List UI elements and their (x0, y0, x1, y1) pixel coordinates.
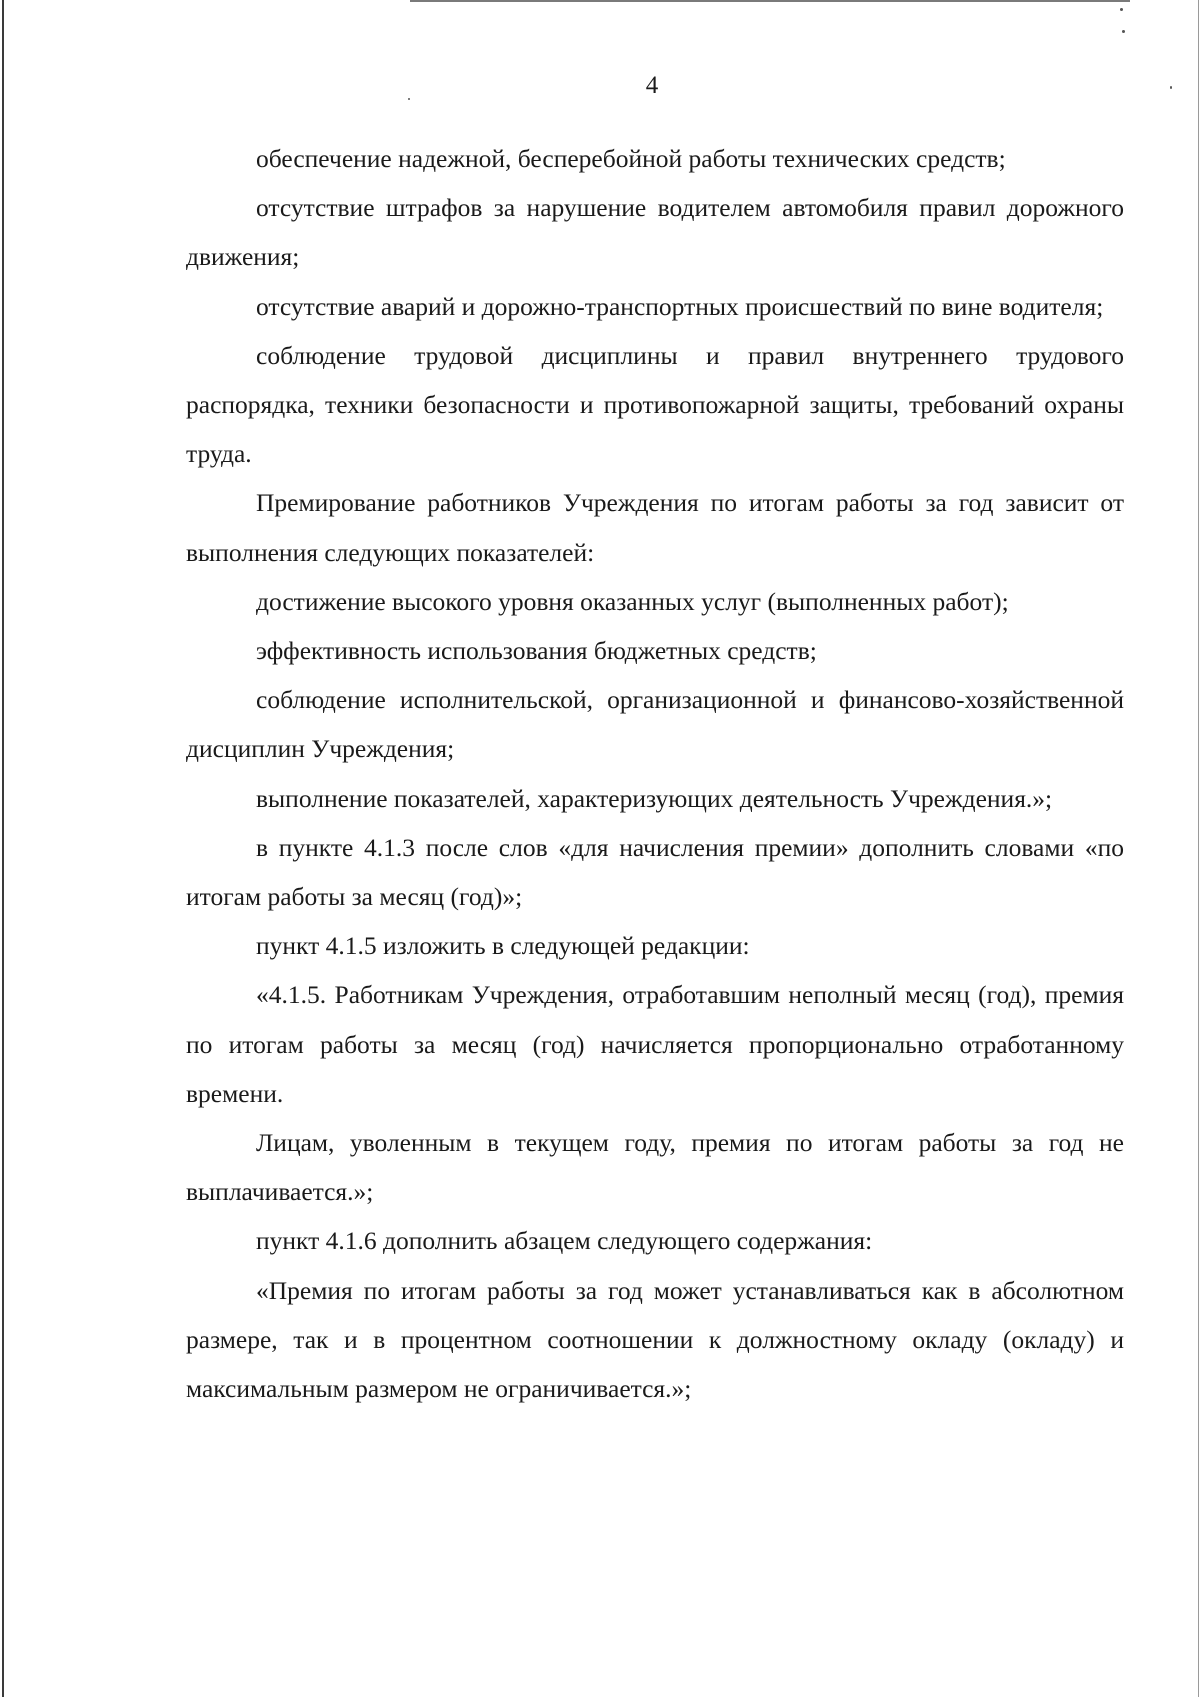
page-number: 4 (645, 72, 659, 99)
paragraph-item: эффективность использования бюджетных средств; (256, 636, 817, 666)
scan-top-border (410, 0, 1130, 2)
paragraph-item: «Премия по итогам работы за год может устанавливаться как в абсолютном размере, так и в процентном соотношении к должностному окладу (окладу) и максимальным размером не ограничивается.»; (186, 1275, 1124, 1404)
paragraph-item: соблюдение трудовой дисциплины и правил внутреннего трудового распорядка, техники безопасности и противопожарной защиты, требований охраны труда. (186, 340, 1124, 469)
scan-left-border (2, 0, 4, 1697)
document-body (186, 134, 1124, 1413)
paragraph-item: Лицам, уволенным в текущем году, премия по итогам работы за год не выплачивается.»; (186, 1128, 1124, 1207)
paragraph-item: отсутствие аварий и дорожно-транспортных происшествий по вине водителя; (256, 291, 1104, 321)
paragraph-item: обеспечение надежной, бесперебойной работы технических средств; (256, 144, 1006, 173)
paragraph-item: пункт 4.1.5 изложить в следующей редакции: (256, 931, 750, 961)
scan-speck (1122, 30, 1125, 33)
paragraph-item: пункт 4.1.6 дополнить абзацем следующего содержания: (256, 1226, 873, 1256)
paragraph-item: выполнение показателей, характеризующих деятельность Учреждения.»; (256, 783, 1053, 813)
paragraph-item: соблюдение исполнительской, организационной и финансово-хозяйственной дисциплин Учреждения; (186, 685, 1124, 764)
paragraph-item: достижение высокого уровня оказанных услуг (выполненных работ); (256, 586, 1009, 616)
paragraph-item: Премирование работников Учреждения по итогам работы за год зависит от выполнения следующих показателей: (186, 488, 1124, 567)
paragraph-item: в пункте 4.1.3 после слов «для начисления премии» дополнить словами «по итогам работы за месяц (год)»; (186, 832, 1124, 912)
paragraph-item: отсутствие штрафов за нарушение водителем автомобиля правил дорожного движения; (186, 193, 1124, 272)
scan-right-border (1198, 0, 1199, 1697)
scan-speck (1120, 8, 1123, 11)
paragraph-item: «4.1.5. Работникам Учреждения, отработавшим неполный месяц (год), премия по итогам работы за месяц (год) начисляется пропорционально отработанному времени. (186, 980, 1124, 1108)
